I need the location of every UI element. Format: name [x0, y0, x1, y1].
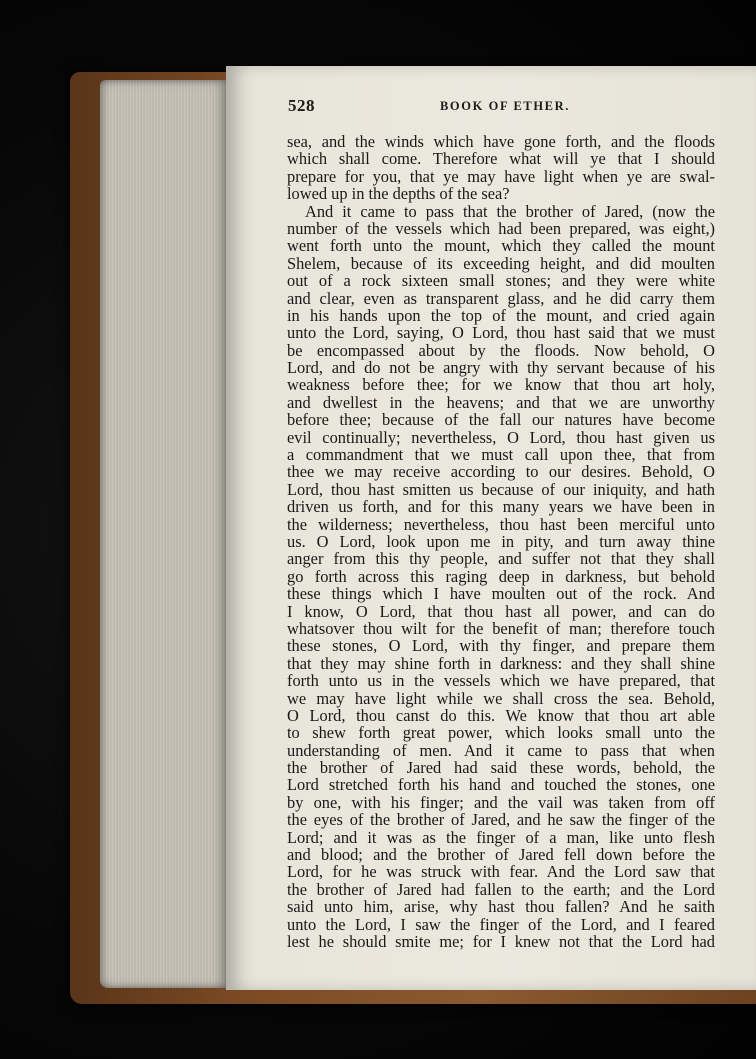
text-line: thee we may receive according to our desires. Behold, O: [287, 462, 715, 482]
text-line: and dwellest in the heavens; and that we are unworthy: [287, 392, 715, 412]
text-line: unto the Lord, saying, O Lord, thou hast said that we must: [287, 323, 715, 343]
text-line: the wilderness; nevertheless, thou hast been merciful unto: [287, 514, 715, 534]
text-line: lest he should smite me; for I knew not that the Lord had: [287, 931, 715, 951]
text-line: weakness before thee; for we know that thou art holy,: [287, 375, 715, 395]
text-line: these stones, O Lord, with thy finger, and prepare them: [287, 636, 715, 656]
text-line: whatsover thou wilt for the benefit of man; therefore touch: [287, 618, 715, 638]
text-line: Lord stretched forth his hand and touched the stones, one: [287, 775, 715, 795]
text-line: Shelem, because of its exceeding height, and did moulten: [287, 253, 715, 273]
text-line: the brother of Jared had fallen to the earth; and the Lord: [287, 879, 715, 899]
text-line: number of the vessels which had been prepared, was eight,): [287, 218, 715, 238]
text-line: O Lord, thou canst do this. We know that thou art able: [287, 705, 715, 725]
text-line: in his hands upon the top of the mount, and cried again: [287, 305, 715, 325]
text-line: anger from this thy people, and suffer not that they shall: [287, 549, 715, 569]
text-line: the brother of Jared had said these words, behold, the: [287, 758, 715, 778]
text-line: said unto him, arise, why hast thou fallen? And he saith: [287, 897, 715, 917]
text-line: to shew forth great power, which looks small unto the: [287, 723, 715, 743]
text-line: I know, O Lord, that thou hast all power, and can do: [287, 601, 715, 621]
text-line: Lord, for he was struck with fear. And the Lord saw that: [287, 862, 715, 882]
text-line: And it came to pass that the brother of Jared, (now the: [305, 201, 715, 221]
text-line: that they may shine forth in darkness: and they shall shine: [287, 653, 715, 673]
text-line: Lord, thou hast smitten us because of our iniquity, and hath: [287, 479, 715, 499]
text-line: sea, and the winds which have gone forth, and the floods: [287, 132, 715, 151]
text-line: Lord; and it was as the finger of a man, like unto flesh: [287, 827, 715, 847]
text-line: be encompassed about by the floods. Now behold, O: [287, 340, 715, 360]
text-line: unto the Lord, I saw the finger of the Lord, and I feared: [287, 914, 715, 934]
page-edges: [100, 80, 228, 988]
text-line: by one, with his finger; and the vail was taken from off: [287, 792, 715, 812]
text-line: forth unto us in the vessels which we have prepared, that: [287, 671, 715, 691]
text-line: understanding of men. And it came to pass that when: [287, 740, 715, 760]
running-head-title: BOOK OF ETHER.: [440, 99, 570, 113]
text-line: out of a rock sixteen small stones; and they were white: [287, 271, 715, 291]
body-text: [287, 133, 715, 950]
text-line: us. O Lord, look upon me in pity, and turn away thine: [287, 531, 715, 551]
text-line: go forth across this raging deep in darkness, but behold: [287, 566, 715, 586]
text-line: we may have light while we shall cross the sea. Behold,: [287, 688, 715, 708]
text-line: these things which I have moulten out of the rock. And: [287, 584, 715, 604]
text-line: which shall come. Therefore what will ye that I should: [287, 149, 715, 169]
text-line: went forth unto the mount, which they called the mount: [287, 236, 715, 256]
text-line: the eyes of the brother of Jared, and he saw the finger of the: [287, 810, 715, 830]
running-head: [288, 96, 728, 118]
text-line: before thee; because of the fall our natures have become: [287, 410, 715, 430]
page-number: 528: [288, 96, 315, 115]
text-line: driven us forth, and for this many years we have been in: [287, 497, 715, 517]
text-line: a commandment that we must call upon thee, that from: [287, 445, 715, 465]
text-line: evil continually; nevertheless, O Lord, thou hast given us: [287, 427, 715, 447]
text-line: and blood; and the brother of Jared fell down before the: [287, 845, 715, 865]
text-line: Lord, and do not be angry with thy servant because of his: [287, 358, 715, 378]
text-line: lowed up in the depths of the sea?: [287, 184, 510, 204]
text-line: and clear, even as transparent glass, and he did carry them: [287, 288, 715, 308]
text-line: prepare for you, that ye may have light when ye are swal-: [287, 166, 715, 186]
